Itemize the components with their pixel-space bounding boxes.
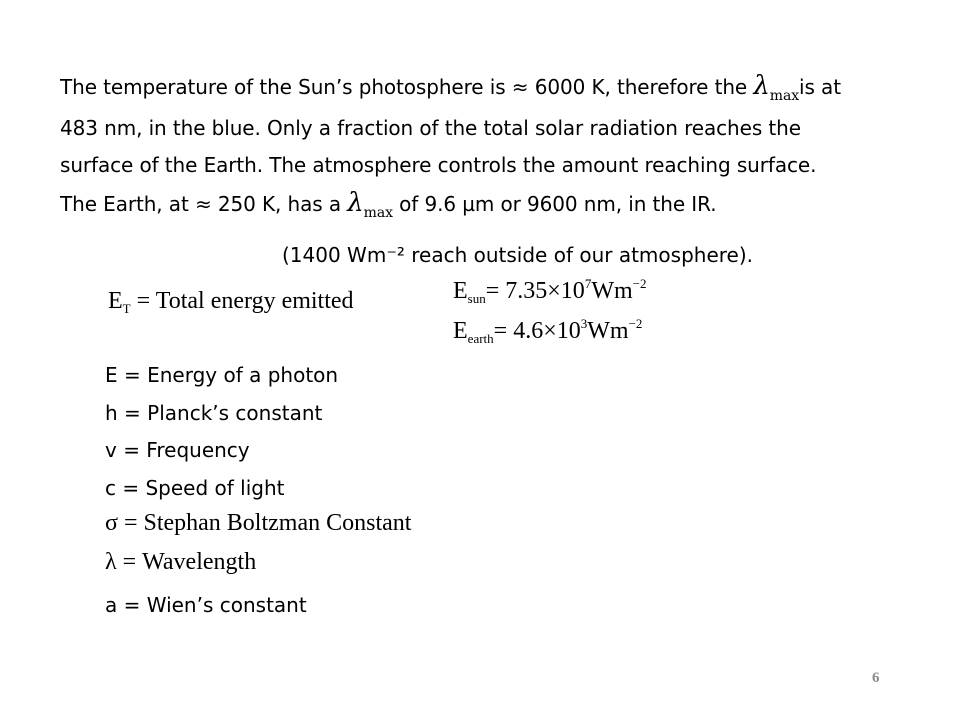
lambda-glyph: λ (347, 187, 364, 218)
paragraph-text: is at (799, 75, 841, 99)
lambda-max-symbol (347, 185, 393, 227)
eq-lhs: E (453, 318, 468, 344)
definition-planck: h = Planck’s constant (105, 401, 323, 425)
eq-rhs: = 4.6×10 (493, 318, 581, 344)
page-number: 6 (872, 670, 880, 686)
equation-e-sun (453, 278, 646, 305)
paragraph-text: The Earth, at ≈ 250 K, has a (60, 191, 348, 216)
paragraph-line-1 (60, 68, 920, 110)
eq-unit: Wm (591, 278, 633, 304)
lambda-glyph: λ (753, 71, 770, 101)
definition-frequency: v = Frequency (105, 438, 250, 462)
definition-speed-of-light: c = Speed of light (105, 476, 285, 500)
lambda-subscript: max (363, 204, 393, 221)
eq-exponent: 3 (580, 316, 588, 331)
paragraph-line-4 (60, 185, 920, 227)
flux-note: (1400 Wm⁻² reach outside of our atmosphere). (282, 243, 753, 267)
paragraph-text: of 9.6 µm or 9600 nm, in the IR. (392, 191, 717, 216)
eq-subscript: T (122, 301, 131, 316)
definition-energy: E = Energy of a photon (105, 363, 339, 387)
paragraph-line-3: surface of the Earth. The atmosphere controls the amount reaching surface. (60, 153, 817, 177)
definition-wien: a = Wien’s constant (105, 593, 307, 617)
eq-rhs: = 7.35×10 (485, 278, 585, 304)
eq-exponent: 7 (584, 276, 592, 291)
eq-subscript: earth (467, 331, 494, 346)
intro-paragraph (60, 68, 920, 226)
eq-subscript: sun (467, 291, 486, 306)
definition-lambda: λ = Wavelength (105, 549, 257, 575)
equation-total-energy (108, 288, 354, 315)
equation-e-earth (453, 318, 642, 345)
eq-unit-exponent: −2 (632, 276, 647, 291)
eq-lhs: E (108, 288, 123, 314)
eq-unit: Wm (587, 318, 629, 344)
paragraph-text: The temperature of the Sun’s photosphere is ≈ 6000 K, therefore the (60, 75, 754, 99)
lambda-max-symbol (753, 68, 799, 110)
eq-unit-exponent: −2 (628, 316, 643, 331)
lambda-subscript: max (769, 88, 800, 104)
eq-rhs: = Total energy emitted (136, 288, 354, 314)
eq-lhs: E (453, 278, 468, 304)
definition-sigma: σ = Stephan Boltzman Constant (105, 510, 412, 536)
paragraph-line-2: 483 nm, in the blue. Only a fraction of the total solar radiation reaches the (60, 115, 801, 140)
